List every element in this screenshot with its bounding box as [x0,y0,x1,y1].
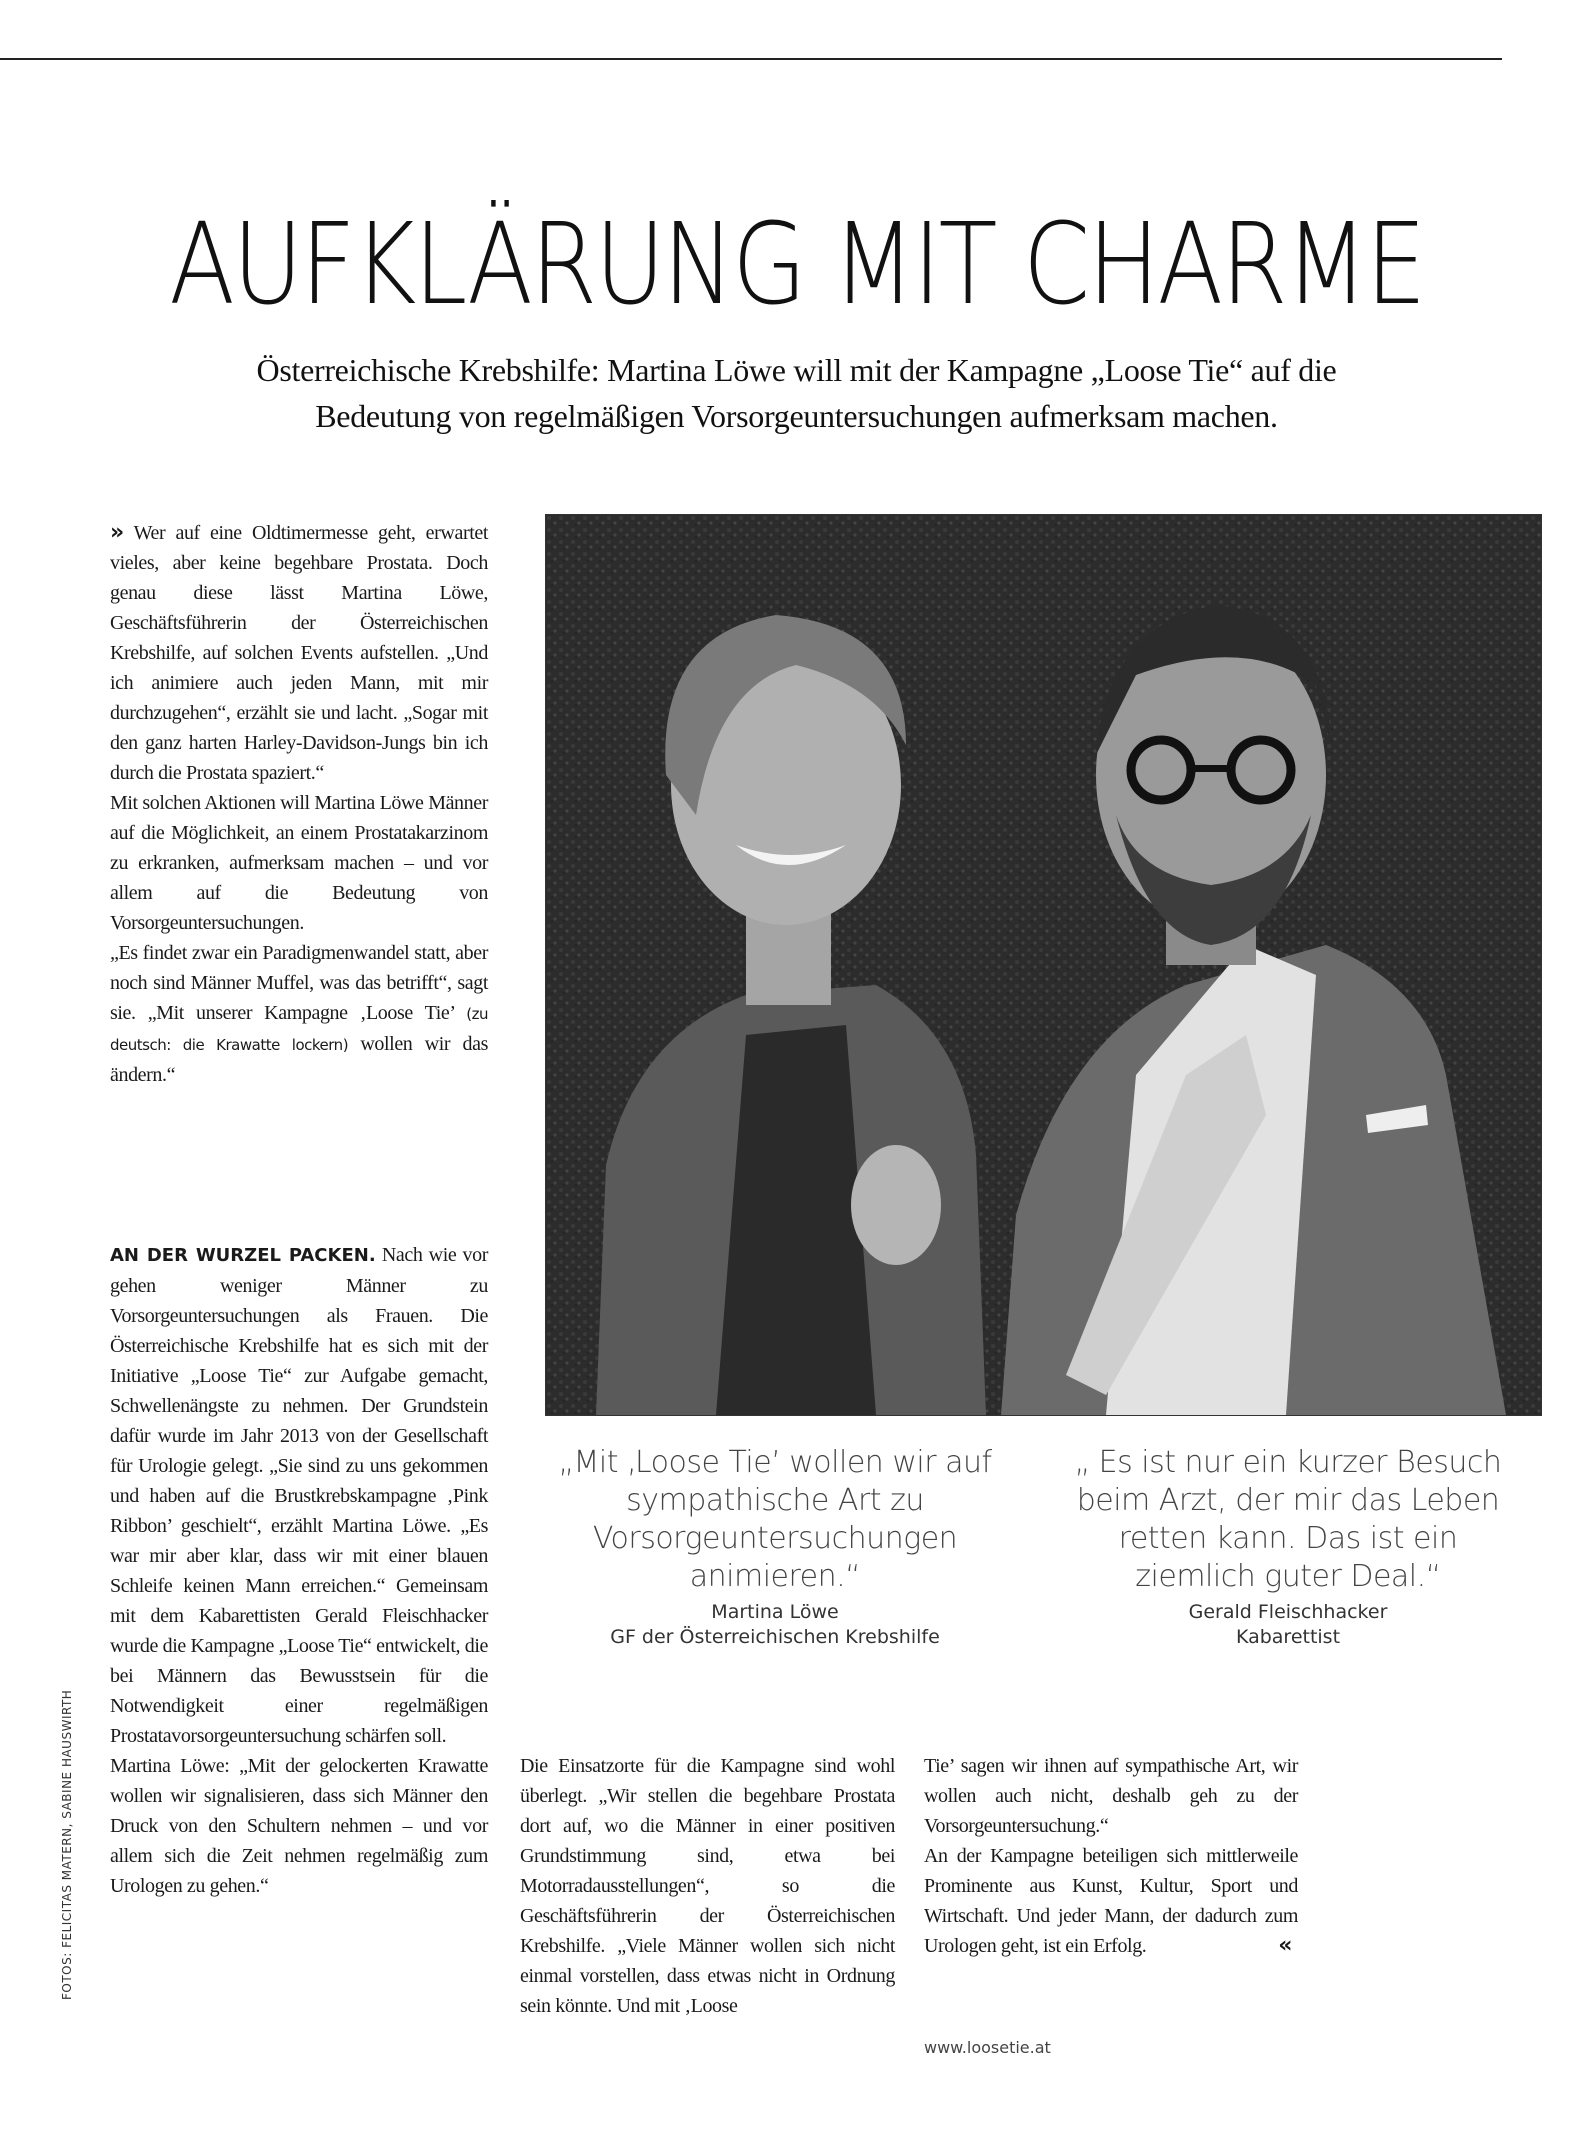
quote-author-role: Kabarettist [1235,1626,1341,1648]
quote-author: Gerald Fleischhacker [1188,1601,1388,1623]
paragraph: Mit solchen Aktionen will Martina Löwe Männer auf die Möglichkeit, an einem Prostatakarzinom zu erkranken, aufmerksam machen – und vor allem auf die Bedeutung von Vorsorgeuntersuchungen. [110,792,488,934]
subhead-line-1: Österreichische Krebshilfe: Martina Löwe will mit der Kampagne „Loose Tie“ auf die [256,352,1337,388]
paragraph [110,518,488,788]
article-column-3 [924,1751,1298,1961]
paragraph-text: Wer auf eine Oldtimermesse geht, erwartet vieles, aber keine begehbare Prostata. Doch genau diese lässt Martina Löwe, Geschäftsführerin der Österreichischen Krebshilfe, auf solchen Events aufstellen. „Und ich animiere auch jeden Mann, mit mir durchzugehen“, erzählt sie und lacht. „Sogar mit den ganz harten Harley-Davidson-Jungs bin ich durch die Prostata spaziert.“ [110,522,488,784]
website-link[interactable]: www.loosetie.at [924,2038,1051,2057]
article-column-2 [520,1751,895,2021]
paragraph: Die Einsatzorte für die Kampagne sind wohl überlegt. „Wir stellen die begehbare Prostata dort auf, wo die Männer in einer positiven Grundstimmung sind, etwa bei Motorradausstellungen“, so die Geschäftsführerin der Österreichischen Krebshilfe. „Viele Männer wollen sich nicht einmal vorstellen, dass etwas nicht in Ordnung sein könnte. Und mit ‚Loose [520,1755,895,2017]
paragraph: Martina Löwe: „Mit der gelockerten Krawatte wollen wir signalisieren, dass sich Männer den Druck von den Schultern nehmen – und vor allem sich die Zeit nehmen regelmäßig zum Urologen zu gehen.“ [110,1755,488,1897]
pull-quote-fleischhacker: „ Es ist nur ein kurzer Besuch beim Arzt, der mir das Leben retten kann. Das ist ein ziemlich guter Deal.“ [1074,1445,1502,1594]
quote-attribution-fleischhacker [1068,1600,1508,1650]
paragraph [924,1841,1298,1961]
portrait-illustration [546,515,1541,1415]
subheadline [120,347,1473,439]
pull-quote-loewe: „Mit ‚Loose Tie’ wollen wir auf sympathische Art zu Vorsorgeuntersuchungen animieren.“ [558,1445,992,1594]
quote-author-role: GF der Österreichischen Krebshilfe [610,1626,940,1648]
article-column-1 [110,518,488,1090]
paragraph: Tie’ sagen wir ihnen auf sympathische Art, wir wollen auch nicht, deshalb geh zu der Vorsorgeuntersuchung.“ [924,1755,1298,1837]
article-section-wurzel [110,1240,488,1901]
paragraph-text: wollen wir das ändern.“ [110,1033,488,1086]
quote-attribution-loewe [555,1600,995,1650]
paragraph-text: An der Kampagne beteiligen sich mittlerweile Prominente aus Kunst, Kultur, Sport und Wirtschaft. Und jeder Mann, der dadurch zum Urologen geht, ist ein Erfolg. [924,1845,1298,1957]
end-quote-mark: « [1278,1933,1292,1958]
headline: AUFKLÄRUNG MIT CHARME [169,200,1424,330]
translation-note: (zu deutsch: die Krawatte lockern) [110,1005,488,1054]
quote-author: Martina Löwe [711,1601,839,1623]
paragraph [110,938,488,1090]
paragraph-text: „Es findet zwar ein Paradigmenwandel statt, aber noch sind Männer Muffel, was das betrifft“, sagt sie. „Mit unserer Kampagne ‚Loose Tie’ [110,942,488,1024]
top-rule [0,58,1502,60]
start-quote-mark: » [110,520,124,545]
section-subtitle: AN DER WURZEL PACKEN. [110,1245,376,1266]
photo-credit: FOTOS: FELICITAS MATERN, SABINE HAUSWIRTH [60,1689,74,2000]
subhead-line-2: Bedeutung von regelmäßigen Vorsorgeuntersuchungen aufmerksam machen. [315,398,1278,434]
portrait-photo [545,514,1542,1416]
paragraph-text: Nach wie vor gehen weniger Männer zu Vorsorgeuntersuchungen als Frauen. Die Österreichische Krebshilfe hat es sich mit der Initiative „Loose Tie“ zur Aufgabe gemacht, Schwellenängste zu nehmen. Der Grundstein dafür wurde im Jahr 2013 von der Gesellschaft für Urologie gelegt. „Sie sind zu uns gekommen und haben auf die Brustkrebskampagne ‚Pink Ribbon’ geschielt“, erzählt Martina Löwe. „Es war mir aber klar, dass wir mit einer blauen Schleife keinen Mann erreichen.“ Gemeinsam mit dem Kabarettisten Gerald Fleischhacker wurde die Kampagne „Loose Tie“ entwickelt, die bei Männern das Bewusstsein für die Notwendigkeit einer regelmäßigen Prostatavorsorgeuntersuchung schärfen soll. [110,1244,488,1747]
paragraph [110,1240,488,1751]
